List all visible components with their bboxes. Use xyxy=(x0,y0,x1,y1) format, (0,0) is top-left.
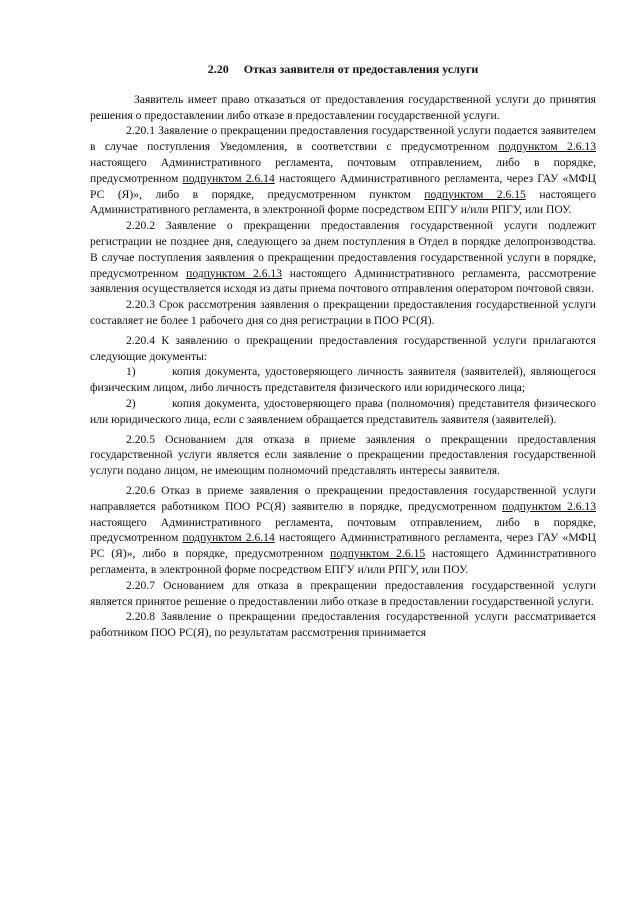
paragraph-text: 2.20.6 Отказ в приеме заявления о прекращении предоставления государственной услуги направляется работником ПОО РС(Я) заявителю в порядке, предусмотренном xyxy=(90,483,596,513)
paragraph-2-20-7: 2.20.7 Основанием для отказа в прекращении предоставления государственной услуги является принятое решение о предоставлении либо отказе в предоставлении государственной услуги. xyxy=(90,578,596,608)
list-item-number: 1) xyxy=(126,365,136,379)
list-item xyxy=(90,396,596,428)
paragraph-2-20-8: 2.20.8 Заявление о прекращении предоставления государственной услуги рассматривается работником ПОО РС(Я), по результатам рассмотрения принимается xyxy=(90,610,596,640)
document-body xyxy=(90,62,596,641)
paragraph-2-20-4: 2.20.4 К заявлению о прекращении предоставления государственной услуги прилагаются следующие документы: xyxy=(90,333,596,363)
list-item-text: копия документа, удостоверяющего права (полномочия) представителя физического или юридического лица, если с заявлением обращается представитель заявителя (заявителей). xyxy=(90,396,596,426)
paragraph-text: настоящего Административного регламента, через ГАУ «МФЦ РС (Я)», либо в порядке, предусмотренном пунктом xyxy=(90,171,597,201)
paragraph-text: 2.20.1 Заявление о прекращении предоставления государственной услуги подается заявителем в случае поступления Уведомления, в соответствии с предусмотренном xyxy=(90,124,596,154)
paragraph-text: настоящего Административного регламента, в электронной форме посредством ЕПГУ и/или РПГУ, или ПОУ. xyxy=(90,187,597,217)
link-subpoint-2-6-15[interactable]: подпунктом 2.6.15 xyxy=(330,547,426,561)
paragraph-2-20-6 xyxy=(90,483,596,578)
list-item-text: копия документа, удостоверяющего личность заявителя (заявителей), являющегося физическим лицом, либо личность представителя физического или юридического лица; xyxy=(90,365,596,395)
paragraph-text: настоящего Административного регламента, в электронной форме посредством ЕПГУ и/или РПГУ, или ПОУ. xyxy=(90,547,596,576)
paragraph-text: настоящего Административного регламента, через ГАУ «МФЦ РС (Я)», либо в порядке, предусмотренном xyxy=(90,531,597,561)
paragraph-text: настоящего Административного регламента, почтовым отправлением, либо в порядке, предусмотренном xyxy=(90,515,596,545)
section-heading: 2.20 Отказ заявителя от предоставления услуги xyxy=(207,62,479,76)
link-subpoint-2-6-13[interactable]: подпунктом 2.6.13 xyxy=(498,140,596,154)
link-subpoint-2-6-13[interactable]: подпунктом 2.6.13 xyxy=(502,499,596,513)
paragraph-text: 2.20.2 Заявление о прекращении предоставления государственной услуги подлежит регистрации не позднее дня, следующего за днем поступления в Отдел в порядке делопроизводства. В случае поступления заявления о прекращении предоставления государственной услуги в порядке, предусмотренном xyxy=(90,219,596,280)
link-subpoint-2-6-13[interactable]: подпунктом 2.6.13 xyxy=(186,266,282,280)
link-subpoint-2-6-14[interactable]: подпунктом 2.6.14 xyxy=(182,171,275,185)
list-item-number: 2) xyxy=(126,396,136,410)
paragraph-2-20-3: 2.20.3 Срок рассмотрения заявления о прекращении предоставления государственной услуги составляет не более 1 рабочего дня со дня регистрации в ПОО РС(Я). xyxy=(90,298,596,327)
link-subpoint-2-6-14[interactable]: подпунктом 2.6.14 xyxy=(182,531,275,545)
paragraph-2-20-1 xyxy=(90,123,596,218)
paragraph-2-20-5: 2.20.5 Основанием для отказа в приеме заявления о прекращении предоставления государственной услуги является если заявление о прекращении предоставления государственной услуги подано лицом, не имеющим полномочий представлять интересы заявителя. xyxy=(90,432,596,478)
paragraph-text: настоящего Административного регламента, почтовым отправлением, либо в порядке, предусмотренном xyxy=(90,155,596,185)
intro-paragraph: Заявитель имеет право отказаться от предоставления государственной услуги до принятия решения о предоставлении либо отказе в предоставлении государственной услуги. xyxy=(90,92,596,122)
list-item xyxy=(90,364,596,396)
link-subpoint-2-6-15[interactable]: подпунктом 2.6.15 xyxy=(424,187,526,201)
paragraph-2-20-2 xyxy=(90,218,596,297)
paragraph-text: настоящего Административного регламента, рассмотрение заявления осуществляется исходя из даты приема почтового отправления оператором почтовой связи. xyxy=(90,266,596,296)
